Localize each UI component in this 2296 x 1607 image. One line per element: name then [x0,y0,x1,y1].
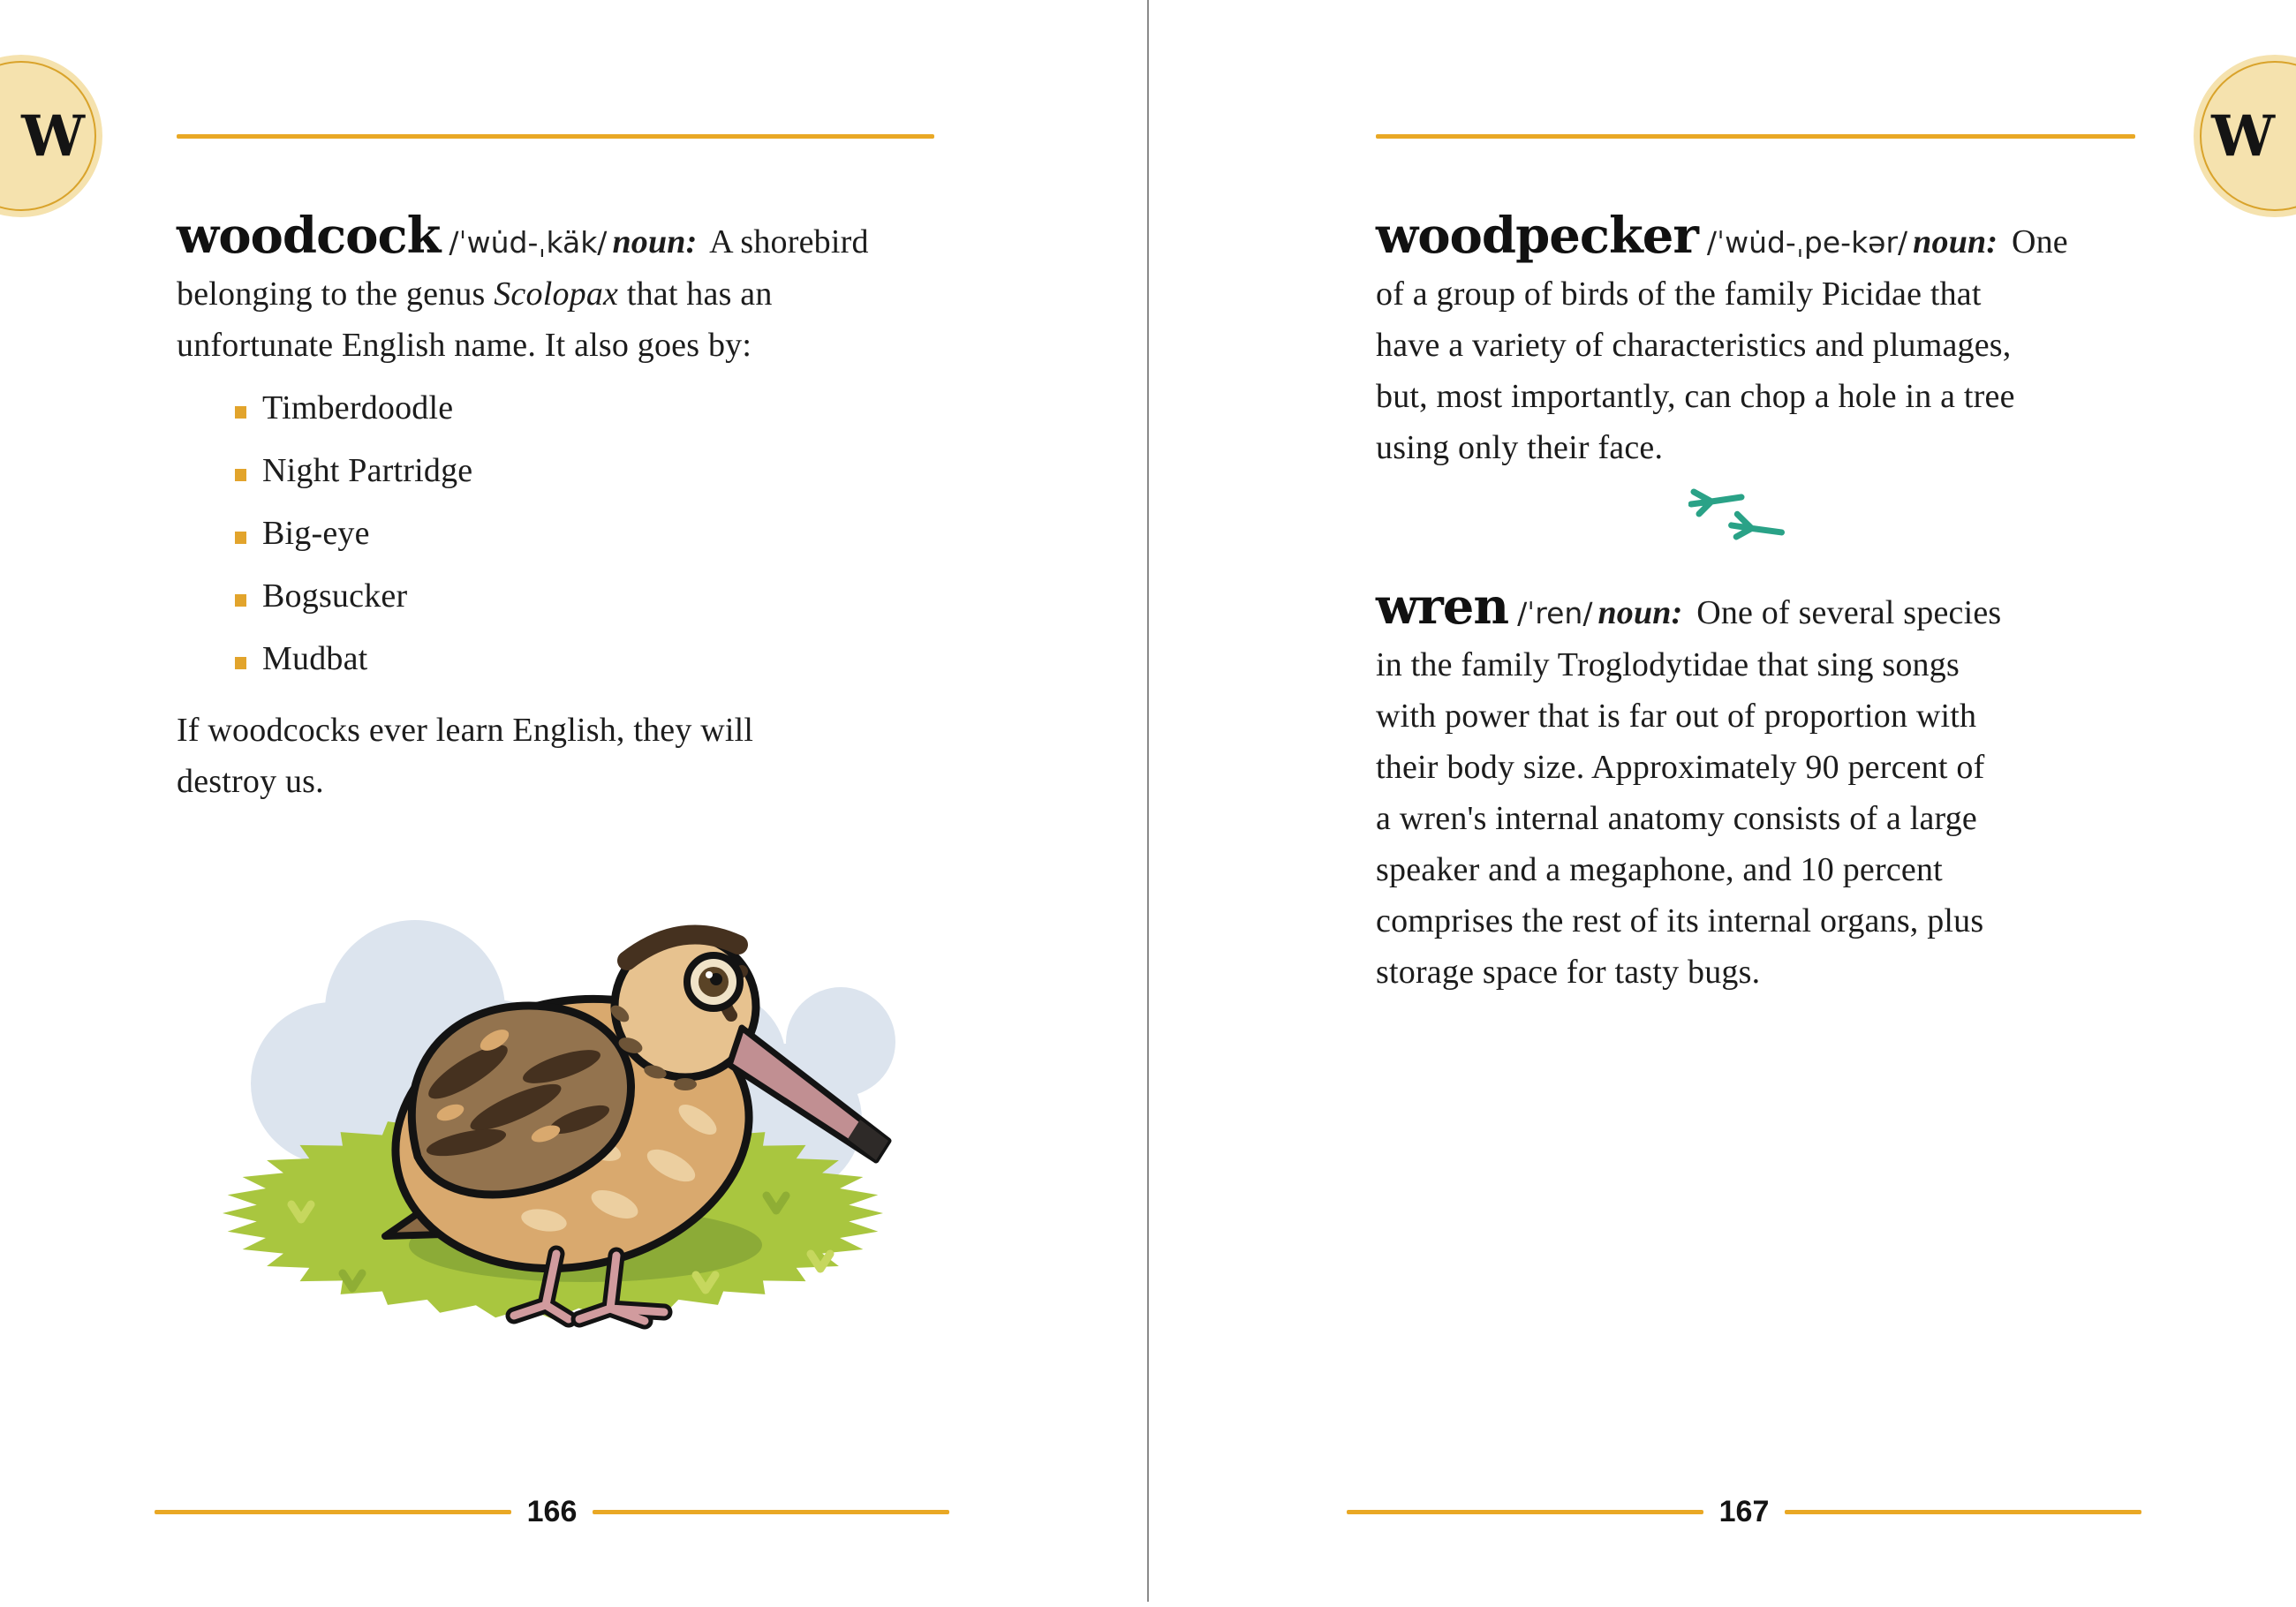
alias-label: Night Partridge [262,452,473,489]
spread-divider [1147,0,1149,1602]
footer-rule [155,1510,511,1514]
footer-rule [593,1510,949,1514]
entry-first-line [177,207,958,268]
closing-remark [177,705,958,807]
definition-text: One [2011,223,2068,260]
headword: woodpecker [1376,207,1698,265]
entry-wren [1376,577,2157,998]
page-number: 166 [526,1494,578,1528]
part-of-speech: noun: [1913,223,1998,260]
part-of-speech: noun: [612,223,698,260]
definition-line: comprises the rest of its internal organs, plus [1376,902,1984,939]
definition-line: a wren's internal anatomy consists of a large [1376,800,1977,837]
closing-line: destroy us. [177,763,324,800]
genus-name: Scolopax [494,275,619,313]
definition-line: but, most importantly, can chop a hole in a tree [1376,378,2015,415]
entry-first-line [1376,577,2157,639]
bullet-icon [235,657,246,669]
headword: woodcock [177,207,441,265]
top-rule [1376,134,2135,139]
list-item [235,628,958,690]
section-letter-badge [2194,55,2296,217]
list-item [235,565,958,628]
alias-list [235,377,958,690]
pronunciation: /ˈwu̇d-ˌpe-kər/ [1706,225,1908,260]
part-of-speech: noun: [1597,594,1683,631]
section-letter: W [2211,102,2275,170]
definition-text: that has an [626,275,773,313]
list-item [235,502,958,565]
alias-label: Mudbat [262,640,368,677]
alias-label: Big-eye [262,515,370,552]
page-number: 167 [1718,1494,1770,1528]
bullet-icon [235,594,246,607]
bullet-icon [235,406,246,419]
footer-rule [1785,1510,2141,1514]
definition-line: storage space for tasty bugs. [1376,954,1761,991]
bullet-icon [235,469,246,481]
footer-rule [1347,1510,1703,1514]
closing-line: If woodcocks ever learn English, they will [177,712,754,749]
pronunciation: /ˈren/ [1517,596,1593,630]
list-item [235,377,958,440]
alias-label: Timberdoodle [262,389,454,426]
page-footer [155,1494,949,1529]
right-page [1148,0,2296,1607]
definition-text: A shorebird [709,223,869,260]
definition-line: with power that is far out of proportion with [1376,698,1977,735]
section-letter: W [21,102,85,170]
page-footer [1347,1494,2141,1529]
definition-text: belonging to the genus [177,275,486,313]
pronunciation: /ˈwu̇d-ˌkäk/ [449,225,608,260]
alias-label: Bogsucker [262,577,408,615]
definition-line: have a variety of characteristics and plumages, [1376,327,2012,364]
bullet-icon [235,532,246,544]
entry-woodpecker [1376,207,2157,473]
definition-line: of a group of birds of the family Picidae that [1376,275,1982,313]
entry-woodcock [177,207,958,807]
section-letter-badge [0,55,102,217]
list-item [235,440,958,502]
definition-line: in the family Troglodytidae that sing songs [1376,646,1960,683]
definition-line: unfortunate English name. It also goes by: [177,327,752,364]
definition-line: using only their face. [1376,429,1664,466]
entry-first-line [1376,207,2157,268]
definition-line: speaker and a megaphone, and 10 percent [1376,851,1943,888]
definition-line [177,268,958,320]
definition-line: their body size. Approximately 90 percent of [1376,749,1985,786]
top-rule [177,134,934,139]
headword: wren [1376,577,1509,636]
woodcock-illustration [201,858,901,1342]
definition-text: One of several species [1696,594,2002,631]
bird-footprints-icon [1688,484,1800,551]
